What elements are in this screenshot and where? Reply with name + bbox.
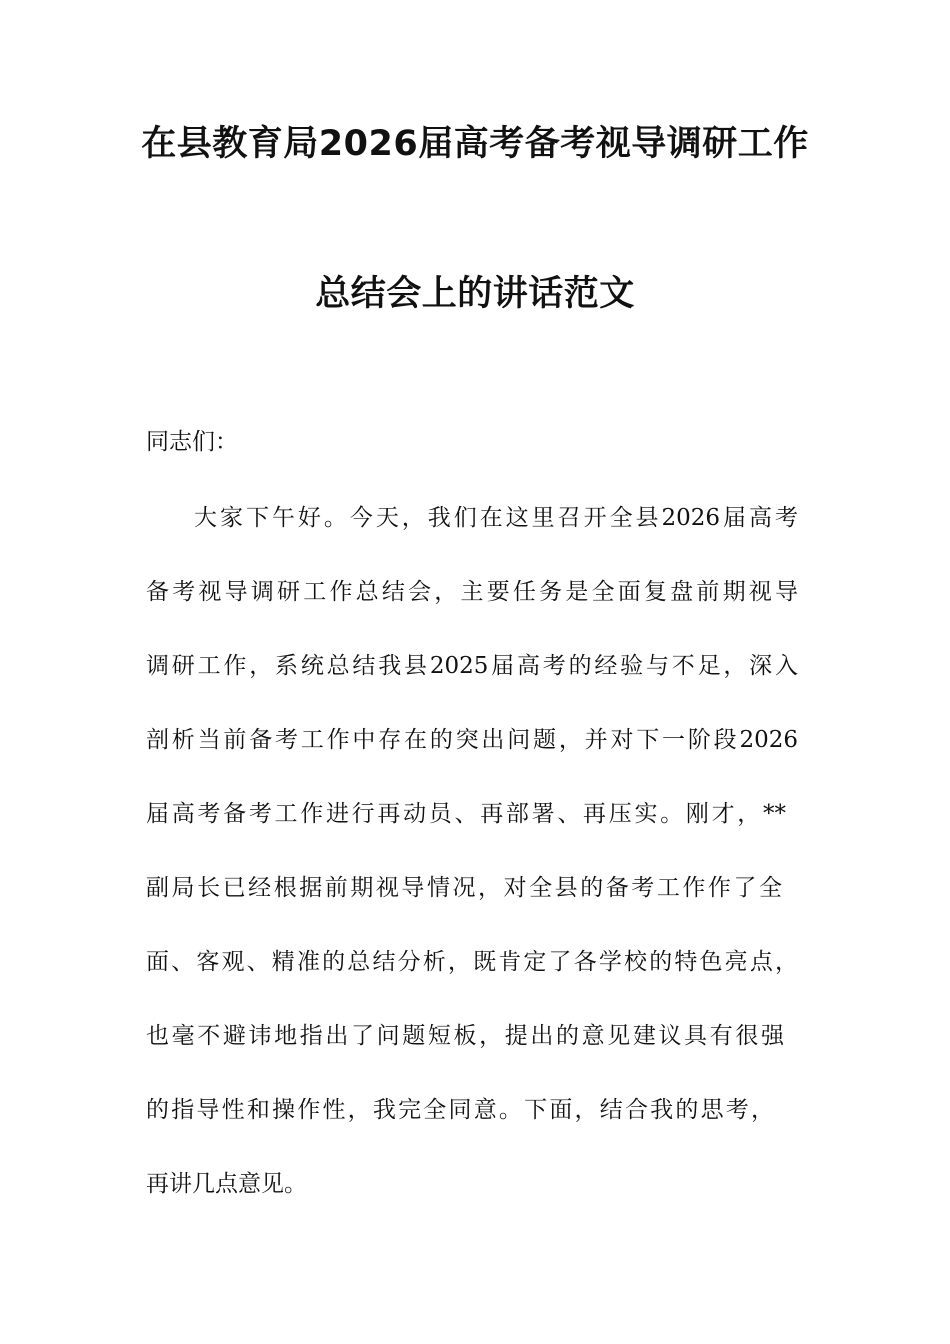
paragraph-line: 也毫不避讳地指出了问题短板，提出的意见建议具有很强 bbox=[146, 1023, 784, 1049]
paragraph-line: 调研工作，系统总结我县2025届高考的经验与不足，深入 bbox=[146, 653, 798, 679]
paragraph-line: 剖析当前备考工作中存在的突出问题，并对下一阶段2026 bbox=[146, 727, 798, 753]
paragraph-line: 大家下午好。今天，我们在这里召开全县2026届高考 bbox=[194, 505, 798, 531]
document-title-line-2: 总结会上的讲话范文 bbox=[315, 274, 635, 314]
paragraph-line: 备考视导调研工作总结会，主要任务是全面复盘前期视导 bbox=[146, 579, 798, 605]
salutation: 同志们： bbox=[146, 429, 238, 455]
paragraph-line: 届高考备考工作进行再动员、再部署、再压实。刚才，** bbox=[146, 801, 786, 827]
document-title-line-1: 在县教育局2026届高考备考视导调研工作 bbox=[141, 124, 809, 164]
paragraph-line: 面、客观、精准的总结分析，既肯定了各学校的特色亮点， bbox=[146, 949, 798, 975]
paragraph-line: 的指导性和操作性，我完全同意。下面，结合我的思考， bbox=[146, 1097, 774, 1123]
paragraph-line: 副局长已经根据前期视导情况，对全县的备考工作作了全 bbox=[146, 875, 782, 901]
paragraph-line: 再讲几点意见。 bbox=[146, 1171, 307, 1197]
